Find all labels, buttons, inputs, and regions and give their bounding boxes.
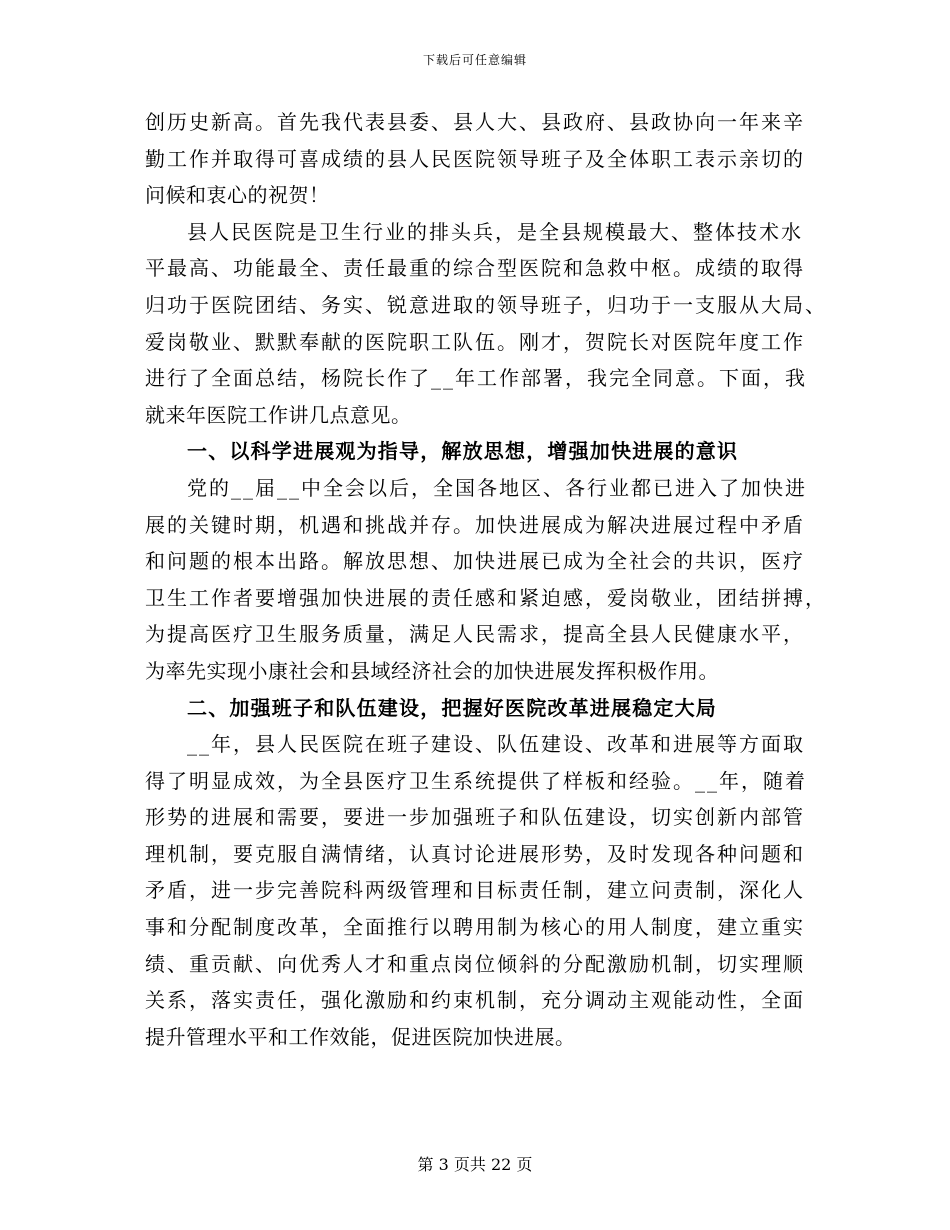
- paragraph: [145, 104, 805, 214]
- text-line: 矛盾，进一步完善院科两级管理和目标责任制，建立问责制，深化人: [145, 878, 805, 903]
- text-line: 和问题的根本出路。解放思想、加快进展已成为全社会的共识，医疗: [145, 549, 805, 574]
- section-heading: 二、加强班子和队伍建设，把握好医院改革进展稳定大局: [187, 695, 717, 720]
- text-line: 就来年医院工作讲几点意见。: [145, 402, 412, 427]
- text-line: 绩、重贡献、向优秀人才和重点岗位倾斜的分配激励机制，切实理顺: [145, 951, 805, 976]
- page-header: 下载后可任意编辑: [422, 53, 527, 67]
- text-line: 创历史新高。首先我代表县委、县人大、县政府、县政协向一年来辛: [145, 110, 805, 134]
- text-line: 提升管理水平和工作效能，促进医院加快进展。: [145, 1024, 576, 1049]
- text-line: 党的__届__中全会以后，全国各地区、各行业都已进入了加快进: [187, 475, 807, 500]
- text-line: __年，县人民医院在班子建设、队伍建设、改革和进展等方面取: [187, 732, 805, 757]
- text-line: 平最高、功能最全、责任最重的综合型医院和急救中枢。成绩的取得: [145, 256, 805, 281]
- text-line: 卫生工作者要增强加快进展的责任感和紧迫感，爱岗敬业，团结拼搏，: [145, 585, 827, 610]
- section-heading: 一、以科学进展观为指导，解放思想，增强加快进展的意识: [187, 439, 739, 464]
- text-line: 勤工作并取得可喜成绩的县人民医院领导班子及全体职工表示亲切的: [145, 146, 805, 171]
- document-body: [145, 104, 827, 1055]
- text-line: 爱岗敬业、默默奉献的医院职工队伍。刚才，贺院长对医院年度工作: [145, 329, 805, 354]
- text-line: 形势的进展和需要，要进一步加强班子和队伍建设，切实创新内部管: [145, 805, 805, 830]
- text-line: 事和分配制度改革，全面推行以聘用制为核心的用人制度，建立重实: [145, 915, 805, 940]
- text-line: 展的关键时期，机遇和挑战并存。加快进展成为解决进展过程中矛盾: [145, 512, 805, 537]
- page-number: 第 3 页共 22 页: [417, 1155, 533, 1174]
- paragraph: [145, 726, 805, 1055]
- paragraph: [145, 470, 827, 690]
- text-line: 归功于医院团结、务实、锐意进取的领导班子，归功于一支服从大局、: [145, 292, 827, 317]
- text-line: 问候和衷心的祝贺！: [145, 183, 330, 208]
- text-line: 为提高医疗卫生服务质量，满足人民需求，提高全县人民健康水平，: [145, 622, 805, 647]
- text-line: 为率先实现小康社会和县域经济社会的加快进展发挥积极作用。: [145, 658, 719, 683]
- paragraph: [145, 214, 827, 434]
- text-line: 县人民医院是卫生行业的排头兵，是全县规模最大、整体技术水: [187, 219, 803, 244]
- text-line: 得了明显成效，为全县医疗卫生系统提供了样板和经验。__年，随着: [145, 768, 807, 793]
- text-line: 理机制，要克服自满情绪，认真讨论进展形势，及时发现各种问题和: [145, 841, 805, 866]
- text-line: 关系，落实责任，强化激励和约束机制，充分调动主观能动性，全面: [145, 988, 805, 1013]
- text-line: 进行了全面总结，杨院长作了__年工作部署，我完全同意。下面，我: [145, 366, 807, 391]
